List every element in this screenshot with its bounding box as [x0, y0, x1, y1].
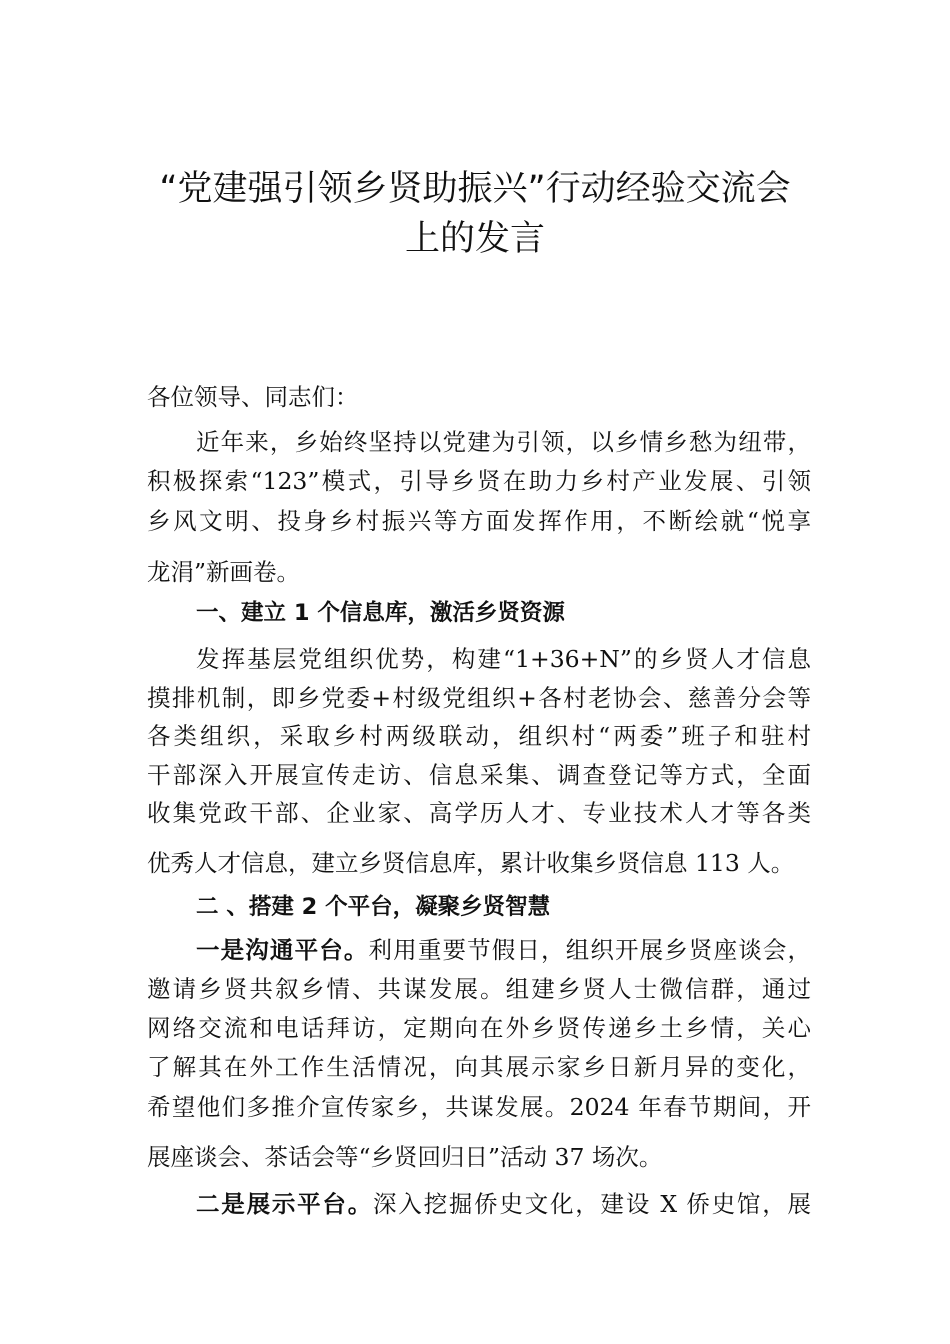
section-1-line: 发挥基层党组织优势，构建“1+36+N”的乡贤人才信息 — [196, 645, 811, 673]
platform-2-first-text: 深入挖掘侨史文化，建设 X 侨史馆，展 — [373, 1190, 812, 1218]
platform-2-label: 二是展示平台。 — [196, 1190, 373, 1218]
platform-1-first-text: 利用重要节假日，组织开展乡贤座谈会， — [368, 936, 812, 964]
platform-1-line: 展座谈会、茶话会等“乡贤回归日”活动 37 场次。 — [147, 1143, 663, 1171]
section-1-line: 优秀人才信息，建立乡贤信息库，累计收集乡贤信息 113 人。 — [147, 849, 795, 877]
section-1-line: 摸排机制，即乡党委+村级党组织+各村老协会、慈善分会等 — [147, 684, 811, 712]
section-1-line: 干部深入开展宣传走访、信息采集、调查登记等方式，全面 — [147, 761, 811, 789]
platform-1-line: 希望他们多推介宣传家乡，共谋发展。2024 年春节期间，开 — [147, 1093, 811, 1121]
platform-1-line: 邀请乡贤共叙乡情、共谋发展。组建乡贤人士微信群，通过 — [147, 975, 811, 1003]
section-2-heading: 二 、搭建 2 个平台，凝聚乡贤智慧 — [196, 894, 551, 920]
intro-line: 龙涓”新画卷。 — [147, 558, 301, 586]
platform-2-first-line — [196, 1189, 811, 1219]
intro-line: 乡风文明、投身乡村振兴等方面发挥作用，不断绘就“悦享 — [147, 507, 811, 535]
platform-1-first-line — [196, 935, 811, 965]
document-title-line-2: 上的发言 — [404, 219, 545, 259]
document-title-line-1: “党建强引领乡贤助振兴”行动经验交流会 — [159, 169, 791, 209]
platform-1-line: 了解其在外工作生活情况，向其展示家乡日新月异的变化， — [147, 1053, 811, 1081]
intro-line: 积极探索“123”模式，引导乡贤在助力乡村产业发展、引领 — [147, 467, 811, 495]
section-1-line: 收集党政干部、企业家、高学历人才、专业技术人才等各类 — [147, 799, 811, 827]
platform-1-label: 一是沟通平台。 — [196, 936, 369, 964]
section-1-line: 各类组织，采取乡村两级联动，组织村“两委”班子和驻村 — [147, 722, 811, 750]
salutation: 各位领导、同志们： — [147, 383, 359, 411]
intro-line: 近年来，乡始终坚持以党建为引领，以乡情乡愁为纽带， — [196, 428, 811, 456]
platform-1-line: 网络交流和电话拜访，定期向在外乡贤传递乡土乡情，关心 — [147, 1014, 811, 1042]
section-1-heading: 一、建立 1 个信息库，激活乡贤资源 — [196, 600, 565, 626]
